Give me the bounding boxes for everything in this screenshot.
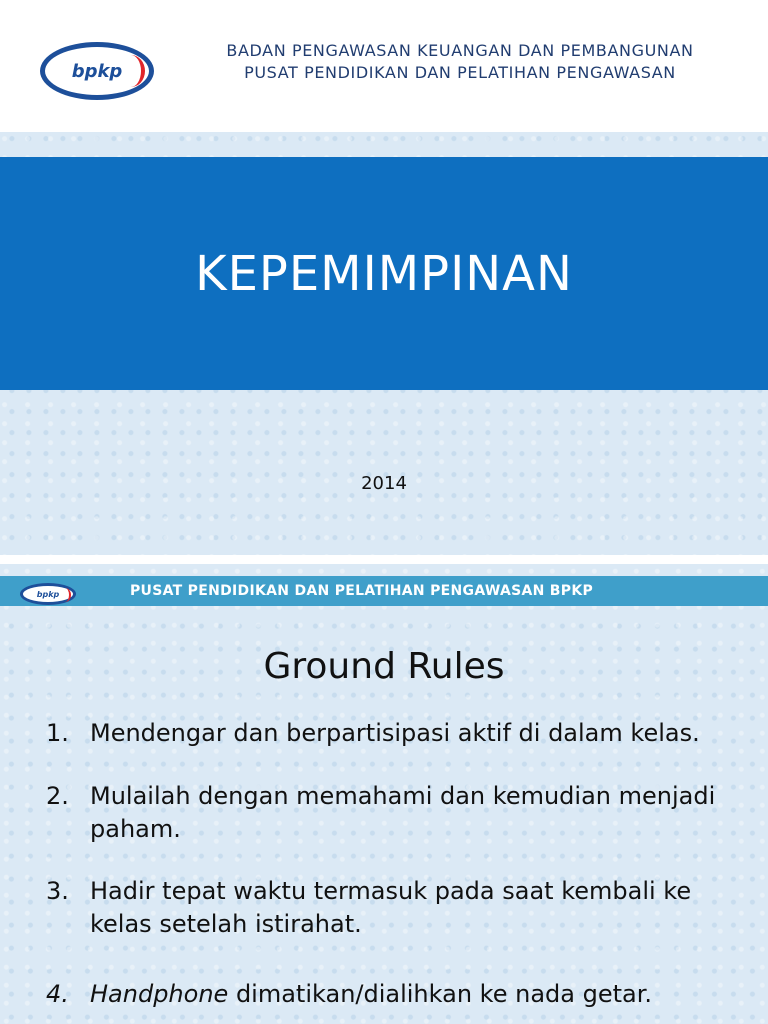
logo-swoosh-icon xyxy=(117,55,145,87)
title-bar xyxy=(0,157,768,390)
rule-number: 4. xyxy=(46,980,69,1008)
rule-text: Mulailah dengan memahami dan kemudian menjadi paham. xyxy=(90,782,716,843)
bpkp-logo xyxy=(40,42,154,100)
bpkp-logo-small xyxy=(20,583,76,605)
rule-number: 1. xyxy=(46,719,69,747)
logo-text: bpkp xyxy=(36,589,60,599)
rule-number: 3. xyxy=(46,877,69,905)
rule-text-rest: dimatikan/dialihkan ke nada getar. xyxy=(228,980,653,1008)
logo-text: bpkp xyxy=(71,60,123,82)
rule-text: Mendengar dan berpartisipasi aktif di dalam kelas. xyxy=(90,719,700,747)
slide-year: 2014 xyxy=(361,473,407,494)
header-line-2: PUSAT PENDIDIKAN DAN PELATIHAN PENGAWASAN xyxy=(244,63,676,82)
rule-number: 2. xyxy=(46,782,69,810)
rule-text xyxy=(90,978,740,1011)
logo-swoosh-icon xyxy=(59,588,71,602)
header-line-1: BADAN PENGAWASAN KEUANGAN DAN PEMBANGUNAN xyxy=(226,41,694,60)
rules-title: Ground Rules xyxy=(263,646,505,687)
banner-text: PUSAT PENDIDIKAN DAN PELATIHAN PENGAWASAN BPKP xyxy=(130,583,594,599)
rule-text: Hadir tepat waktu termasuk pada saat kembali ke kelas setelah istirahat. xyxy=(90,877,692,938)
slide-title: KEPEMIMPINAN xyxy=(195,245,573,302)
rule-text-italic: Handphone xyxy=(90,980,229,1008)
